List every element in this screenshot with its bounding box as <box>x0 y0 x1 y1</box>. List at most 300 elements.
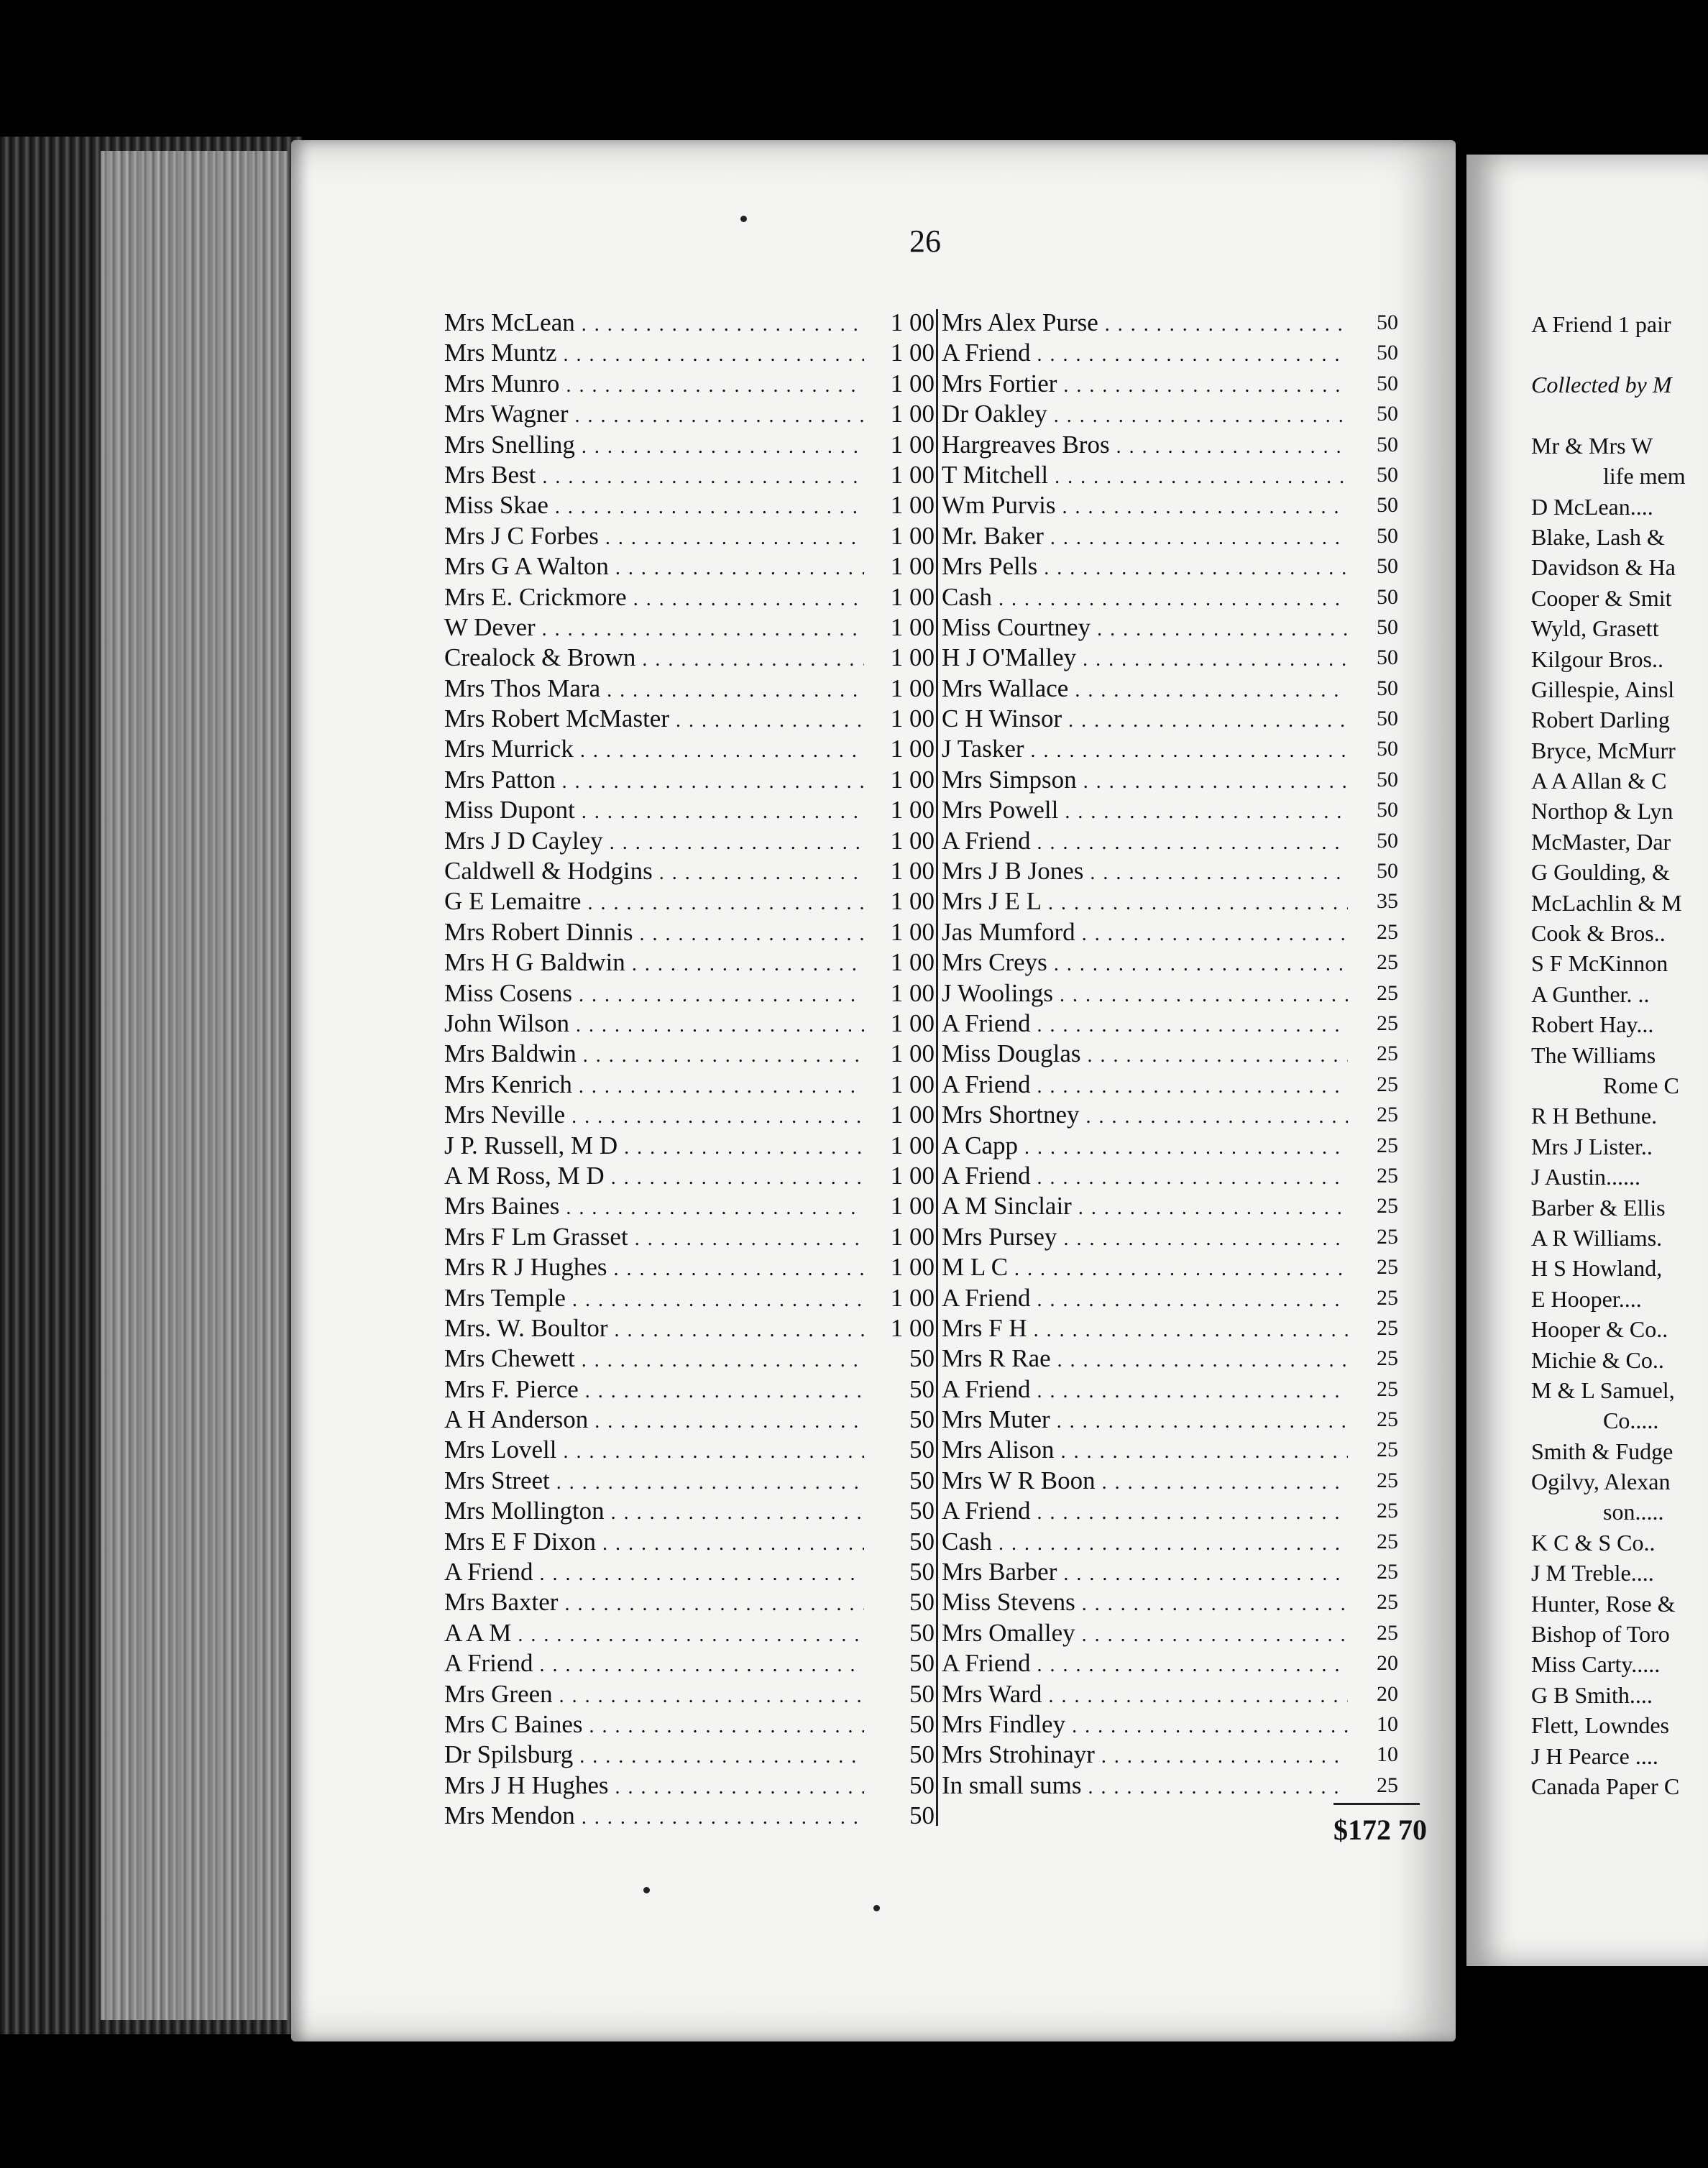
donor-name: Mrs E F Dixon . . . <box>444 1527 864 1557</box>
right-page-entry: R H Bethune. <box>1531 1103 1658 1129</box>
donor-name: Miss Dupont . . . <box>444 795 864 825</box>
donation-row <box>942 1679 1398 1709</box>
donor-name: Mrs Murrick . . . <box>444 734 864 764</box>
donation-amount: 1 00 <box>890 582 935 611</box>
donation-amount: 25 <box>1377 1042 1398 1066</box>
donation-row <box>444 1100 935 1130</box>
donation-amount: 25 <box>1377 1103 1398 1127</box>
donation-row <box>942 643 1398 673</box>
donation-row <box>444 1070 935 1100</box>
donor-name: J P. Russell, M D . . . <box>444 1131 864 1161</box>
donation-row <box>942 1191 1398 1221</box>
donation-amount: 50 <box>909 1709 935 1738</box>
donation-row <box>942 1527 1398 1557</box>
donation-amount: 50 <box>1377 523 1398 548</box>
donor-name: A Friend . . . <box>942 1374 1348 1405</box>
donation-row <box>942 947 1398 978</box>
donation-row <box>942 308 1398 338</box>
donation-amount: 1 00 <box>890 978 935 1007</box>
right-page-entry: Miss Carty..... <box>1531 1651 1661 1678</box>
donation-amount: 1 00 <box>890 1222 935 1251</box>
donor-name: J Woolings . . . <box>942 978 1348 1009</box>
donor-name: Mrs Thos Mara . . . <box>444 674 864 704</box>
donor-column-left <box>444 308 935 1832</box>
donation-amount: 50 <box>1377 615 1398 639</box>
donor-name: Mrs C Baines . . . <box>444 1709 864 1740</box>
donation-amount: 50 <box>909 1649 935 1678</box>
donation-row <box>444 1252 935 1282</box>
donation-amount: 50 <box>1377 462 1398 487</box>
donation-amount: 1 00 <box>890 552 935 581</box>
donor-name: T Mitchell . . . <box>942 460 1348 490</box>
right-page-entry: The Williams <box>1531 1042 1656 1068</box>
donation-amount: 25 <box>1377 980 1398 1005</box>
donor-name: Mrs J H Hughes . . . <box>444 1770 864 1801</box>
donation-amount: 50 <box>1377 554 1398 579</box>
donation-row <box>942 1131 1398 1161</box>
donor-name: A Friend . . . <box>942 1496 1348 1526</box>
donation-amount: 50 <box>909 1374 935 1403</box>
right-page-entry: Co..... <box>1603 1407 1659 1434</box>
donation-row <box>444 460 935 490</box>
donor-name: Mrs Muter . . . <box>942 1405 1348 1435</box>
donation-row <box>444 1435 935 1465</box>
donation-row <box>444 826 935 856</box>
donation-row <box>942 978 1398 1009</box>
donor-name: Dr Spilsburg . . . <box>444 1740 864 1770</box>
donation-row <box>942 1405 1398 1435</box>
donation-amount: 50 <box>1377 341 1398 365</box>
donation-row <box>942 1587 1398 1617</box>
donation-amount: 20 <box>1377 1681 1398 1706</box>
donor-name: In small sums . . . <box>942 1770 1348 1801</box>
donor-name: A Friend . . . <box>942 1648 1348 1678</box>
donation-amount: 25 <box>1377 919 1398 944</box>
speck <box>643 1887 650 1893</box>
donation-row <box>444 1191 935 1221</box>
right-page-entry: Robert Hay... <box>1531 1011 1654 1038</box>
donor-name: Wm Purvis . . . <box>942 490 1348 520</box>
donation-row <box>942 1648 1398 1678</box>
donor-name: A Friend . . . <box>444 1648 864 1678</box>
right-page-entry: M & L Samuel, <box>1531 1377 1675 1403</box>
donor-name: A H Anderson . . . <box>444 1405 864 1435</box>
donation-row <box>942 582 1398 612</box>
right-page-entry: Mrs J Lister.. <box>1531 1133 1653 1159</box>
donor-name: A Friend . . . <box>444 1557 864 1587</box>
donation-amount: 1 00 <box>890 491 935 520</box>
donation-row <box>942 826 1398 856</box>
donation-row <box>444 795 935 825</box>
donation-row <box>444 308 935 338</box>
donation-row <box>444 1405 935 1435</box>
donor-name: Mrs Robert Dinnis . . . <box>444 917 864 947</box>
donation-amount: 50 <box>1377 767 1398 791</box>
donation-amount: 1 00 <box>890 887 935 916</box>
donation-row <box>444 369 935 399</box>
donor-name: Hargreaves Bros . . . <box>942 430 1348 460</box>
donation-amount: 50 <box>909 1679 935 1708</box>
donation-amount: 50 <box>909 1740 935 1769</box>
donation-amount: 35 <box>1377 889 1398 914</box>
donor-name: G E Lemaitre . . . <box>444 886 864 917</box>
donation-row <box>942 1161 1398 1191</box>
donation-amount: 25 <box>1377 1377 1398 1401</box>
donor-name: Jas Mumford . . . <box>942 917 1348 947</box>
donation-row <box>942 1222 1398 1252</box>
donor-name: Mrs Mollington . . . <box>444 1496 864 1526</box>
donor-name: Crealock & Brown . . . <box>444 643 864 673</box>
right-page-entry: Robert Darling <box>1531 707 1670 733</box>
donation-row <box>444 1679 935 1709</box>
donor-name: Mrs R J Hughes . . . <box>444 1252 864 1282</box>
donation-row <box>942 856 1398 886</box>
right-page-entry: McLachlin & M <box>1531 889 1682 916</box>
right-page-entry: Michie & Co.. <box>1531 1346 1664 1373</box>
donation-row <box>942 1313 1398 1343</box>
right-page-entry: Cook & Bros.. <box>1531 920 1666 947</box>
right-page-entry: Ogilvy, Alexan <box>1531 1469 1671 1495</box>
donation-amount: 50 <box>909 1770 935 1799</box>
donation-row <box>942 704 1398 734</box>
donor-name: Mrs Alex Purse . . . <box>942 308 1348 338</box>
right-page-entry: Hooper & Co.. <box>1531 1316 1668 1343</box>
donor-name: Mrs J C Forbes . . . <box>444 521 864 551</box>
donation-amount: 1 00 <box>890 1070 935 1098</box>
right-page-entry: Mr & Mrs W <box>1531 432 1653 459</box>
right-page-entry: Flett, Lowndes <box>1531 1712 1669 1739</box>
donation-amount: 25 <box>1377 1255 1398 1280</box>
donor-name: Mrs Baines . . . <box>444 1191 864 1221</box>
donation-row <box>444 674 935 704</box>
donation-row <box>444 917 935 947</box>
donation-row <box>942 1466 1398 1496</box>
right-page-entry: life mem <box>1603 463 1686 490</box>
right-page-entry: Bishop of Toro <box>1531 1621 1670 1648</box>
donation-row <box>444 338 935 368</box>
right-page-entry: S F McKinnon <box>1531 950 1668 977</box>
donation-row <box>942 1740 1398 1770</box>
donation-amount: 50 <box>909 1527 935 1556</box>
donation-row <box>942 674 1398 704</box>
donor-name: C H Winsor . . . <box>942 704 1348 734</box>
page-stack <box>101 151 288 2020</box>
donor-name: Mrs Munro . . . <box>444 369 864 399</box>
donor-name: Mrs Findley . . . <box>942 1709 1348 1740</box>
donor-name: Mrs J D Cayley . . . <box>444 826 864 856</box>
donation-amount: 1 00 <box>890 1253 935 1282</box>
donor-name: Miss Courtney . . . <box>942 612 1348 643</box>
donor-name: A M Sinclair . . . <box>942 1191 1348 1221</box>
right-page-top-line: A Friend 1 pair <box>1531 311 1671 337</box>
donation-row <box>942 1557 1398 1587</box>
donation-amount: 25 <box>1377 1072 1398 1096</box>
donor-name: Mrs Alison . . . <box>942 1435 1348 1465</box>
donation-amount: 50 <box>1377 737 1398 761</box>
donor-name: Mrs. W. Boultor . . . <box>444 1313 864 1343</box>
right-page-entry: Blake, Lash & <box>1531 523 1665 550</box>
page-number: 26 <box>909 224 941 259</box>
donor-name: Mrs McLean . . . <box>444 308 864 338</box>
donation-row <box>942 1770 1398 1801</box>
donation-amount: 1 00 <box>890 1009 935 1037</box>
donor-name: Mrs Baxter . . . <box>444 1587 864 1617</box>
donation-amount: 1 00 <box>890 796 935 825</box>
donation-row <box>444 1009 935 1039</box>
donation-amount: 1 00 <box>890 1039 935 1068</box>
column-divider <box>936 309 938 1826</box>
donor-name: Mrs F H . . . <box>942 1313 1348 1343</box>
donation-amount: 25 <box>1377 1438 1398 1462</box>
donation-amount: 25 <box>1377 950 1398 975</box>
donation-row <box>444 1740 935 1770</box>
right-page-entry: A R Williams. <box>1531 1224 1663 1251</box>
donor-name: Mrs Best . . . <box>444 460 864 490</box>
right-page-entry: J M Treble.... <box>1531 1560 1654 1586</box>
donation-amount: 1 00 <box>890 612 935 641</box>
donation-amount: 50 <box>909 1436 935 1464</box>
donor-name: Mrs Omalley . . . <box>942 1618 1348 1648</box>
donation-amount: 1 00 <box>890 917 935 946</box>
total-rule <box>1333 1803 1420 1805</box>
donation-row <box>444 1131 935 1161</box>
donor-name: Mrs Strohinayr . . . <box>942 1740 1348 1770</box>
donation-row <box>444 1313 935 1343</box>
donation-row <box>444 1587 935 1617</box>
donation-row <box>444 551 935 582</box>
right-page-entry: Bryce, McMurr <box>1531 737 1676 763</box>
donation-amount: 1 00 <box>890 521 935 550</box>
donor-name: Mrs Ward . . . <box>942 1679 1348 1709</box>
donation-row <box>444 1496 935 1526</box>
donor-name: Mrs E. Crickmore . . . <box>444 582 864 612</box>
donation-amount: 1 00 <box>890 1101 935 1129</box>
donor-name: A Friend . . . <box>942 1283 1348 1313</box>
donor-name: Mrs Barber . . . <box>942 1557 1348 1587</box>
book-page-edges <box>0 137 302 2034</box>
donor-name: Mrs Lovell . . . <box>444 1435 864 1465</box>
donor-name: Mrs Baldwin . . . <box>444 1039 864 1069</box>
donation-row <box>444 1039 935 1069</box>
donation-amount: 50 <box>1377 311 1398 334</box>
donor-name: A Friend . . . <box>942 338 1348 368</box>
donation-row <box>942 795 1398 825</box>
donation-amount: 20 <box>1377 1651 1398 1676</box>
donor-name: John Wilson . . . <box>444 1009 864 1039</box>
donor-name: W Dever . . . <box>444 612 864 643</box>
right-page-entry: McMaster, Dar <box>1531 828 1671 855</box>
donation-amount: 50 <box>1377 646 1398 670</box>
donation-row <box>942 1252 1398 1282</box>
donor-name: Mrs F Lm Grasset . . . <box>444 1222 864 1252</box>
right-page-entry: A A Allan & C <box>1531 768 1667 794</box>
right-page-entry: H S Howland, <box>1531 1255 1663 1282</box>
donation-amount: 25 <box>1377 1407 1398 1432</box>
donation-row <box>444 521 935 551</box>
donation-row <box>942 765 1398 795</box>
donation-row <box>444 947 935 978</box>
donation-amount: 25 <box>1377 1315 1398 1340</box>
donation-amount: 25 <box>1377 1133 1398 1157</box>
donation-amount: 1 00 <box>890 857 935 886</box>
donation-amount: 1 00 <box>890 643 935 672</box>
donor-name: Miss Skae . . . <box>444 490 864 520</box>
donation-row <box>942 1070 1398 1100</box>
right-page-entry: Gillespie, Ainsl <box>1531 676 1675 702</box>
donor-name: M L C . . . <box>942 1252 1348 1282</box>
donation-amount: 1 00 <box>890 1283 935 1312</box>
donation-row <box>444 1222 935 1252</box>
donor-column-right <box>942 308 1398 1801</box>
donation-row <box>942 917 1398 947</box>
column-total: $172 70 <box>1333 1814 1427 1846</box>
donation-amount: 1 00 <box>890 948 935 977</box>
donation-amount: 1 00 <box>890 1131 935 1159</box>
donor-name: Mrs H G Baldwin . . . <box>444 947 864 978</box>
donor-name: Mrs Chewett . . . <box>444 1343 864 1374</box>
donor-name: Miss Cosens . . . <box>444 978 864 1009</box>
right-page-entry: Barber & Ellis <box>1531 1194 1666 1221</box>
donation-amount: 25 <box>1377 1590 1398 1614</box>
donation-amount: 50 <box>1377 432 1398 456</box>
donation-amount: 25 <box>1377 1620 1398 1645</box>
donation-amount: 1 00 <box>890 339 935 367</box>
right-page-entry: E Hooper.... <box>1531 1285 1642 1312</box>
donation-amount: 25 <box>1377 1224 1398 1249</box>
donation-row <box>942 521 1398 551</box>
donation-row <box>942 1618 1398 1648</box>
right-page-entry: J H Pearce .... <box>1531 1742 1658 1769</box>
donation-row <box>444 1557 935 1587</box>
donation-row <box>942 369 1398 399</box>
donation-amount: 25 <box>1377 1163 1398 1188</box>
donation-row <box>444 1618 935 1648</box>
donation-row <box>942 1709 1398 1740</box>
donation-row <box>942 1100 1398 1130</box>
right-page-entry: J Austin...... <box>1531 1164 1641 1190</box>
donation-row <box>942 1009 1398 1039</box>
donation-row <box>942 399 1398 429</box>
donation-row <box>942 1283 1398 1313</box>
donation-amount: 50 <box>1377 707 1398 731</box>
donation-amount: 50 <box>1377 676 1398 700</box>
donation-row <box>942 338 1398 368</box>
donor-name: Mrs Patton . . . <box>444 765 864 795</box>
donation-amount: 10 <box>1377 1712 1398 1736</box>
donor-name: Mrs Temple . . . <box>444 1283 864 1313</box>
donation-amount: 50 <box>909 1588 935 1617</box>
donation-amount: 25 <box>1377 1194 1398 1218</box>
right-page-entry: Northop & Lyn <box>1531 798 1673 825</box>
donation-row <box>444 1466 935 1496</box>
speck <box>873 1905 880 1911</box>
donor-name: Mrs Shortney . . . <box>942 1100 1348 1130</box>
right-page-entry: Cooper & Smit <box>1531 584 1672 611</box>
donor-name: Mrs J B Jones . . . <box>942 856 1348 886</box>
donation-amount: 50 <box>1377 402 1398 426</box>
donation-amount: 1 00 <box>890 735 935 763</box>
donation-row <box>444 886 935 917</box>
donation-amount: 1 00 <box>890 674 935 702</box>
right-page-entry: D McLean.... <box>1531 493 1653 520</box>
donor-name: Mrs Robert McMaster . . . <box>444 704 864 734</box>
donation-row <box>444 582 935 612</box>
donor-name: Mrs Muntz . . . <box>444 338 864 368</box>
donation-row <box>444 1648 935 1678</box>
donor-name: Miss Douglas . . . <box>942 1039 1348 1069</box>
donor-name: Mrs J E L . . . <box>942 886 1348 917</box>
donation-amount: 25 <box>1377 1346 1398 1371</box>
donation-amount: 50 <box>909 1618 935 1647</box>
donation-row <box>444 1374 935 1405</box>
donation-row <box>444 399 935 429</box>
right-page-entry: Smith & Fudge <box>1531 1438 1673 1464</box>
donation-amount: 25 <box>1377 1468 1398 1492</box>
donor-name: Mrs Snelling . . . <box>444 430 864 460</box>
donor-name: Mrs F. Pierce . . . <box>444 1374 864 1405</box>
donation-amount: 50 <box>1377 584 1398 609</box>
donor-name: Mrs Mendon . . . <box>444 1801 864 1831</box>
donor-name: Mr. Baker . . . <box>942 521 1348 551</box>
donation-row <box>444 1709 935 1740</box>
right-page-entry: Canada Paper C <box>1531 1773 1680 1799</box>
donation-amount: 1 00 <box>890 369 935 398</box>
donor-name: Mrs Green . . . <box>444 1679 864 1709</box>
right-page-entry: son..... <box>1603 1499 1664 1525</box>
right-page-entry: Hunter, Rose & <box>1531 1590 1676 1617</box>
donation-amount: 50 <box>1377 828 1398 853</box>
donation-amount: 1 00 <box>890 430 935 459</box>
donation-amount: 1 00 <box>890 460 935 489</box>
donation-row <box>444 1283 935 1313</box>
donation-amount: 1 00 <box>890 704 935 733</box>
donation-row <box>942 1374 1398 1405</box>
donation-amount: 50 <box>909 1344 935 1373</box>
donation-row <box>942 1435 1398 1465</box>
right-page-entry: K C & S Co.. <box>1531 1529 1656 1556</box>
donation-amount: 50 <box>909 1558 935 1586</box>
donor-name: Miss Stevens . . . <box>942 1587 1348 1617</box>
donor-name: Mrs W R Boon . . . <box>942 1466 1348 1496</box>
donor-name: Mrs R Rae . . . <box>942 1343 1348 1374</box>
donation-row <box>942 1496 1398 1526</box>
collected-by-heading: Collected by M <box>1531 372 1672 398</box>
right-page-entry: G B Smith.... <box>1531 1681 1653 1708</box>
donation-amount: 1 00 <box>890 826 935 855</box>
right-page-entry: Wyld, Grasett <box>1531 615 1659 642</box>
donation-row <box>444 856 935 886</box>
donor-name: J Tasker . . . <box>942 734 1348 764</box>
donor-name: Dr Oakley . . . <box>942 399 1348 429</box>
donation-amount: 50 <box>1377 493 1398 518</box>
donation-amount: 50 <box>1377 371 1398 395</box>
right-page-entry: Kilgour Bros.. <box>1531 646 1663 672</box>
donation-row <box>942 886 1398 917</box>
donation-amount: 50 <box>909 1466 935 1494</box>
donation-amount: 50 <box>1377 859 1398 883</box>
donation-row <box>942 430 1398 460</box>
donation-row <box>942 734 1398 764</box>
donation-row <box>444 430 935 460</box>
donation-row <box>942 551 1398 582</box>
donor-name: Mrs Street . . . <box>444 1466 864 1496</box>
donor-name: H J O'Malley . . . <box>942 643 1348 673</box>
donation-row <box>444 1343 935 1374</box>
donor-name: Caldwell & Hodgins . . . <box>444 856 864 886</box>
donation-row <box>444 612 935 643</box>
donation-amount: 25 <box>1377 1285 1398 1310</box>
donor-name: A Friend . . . <box>942 1009 1348 1039</box>
